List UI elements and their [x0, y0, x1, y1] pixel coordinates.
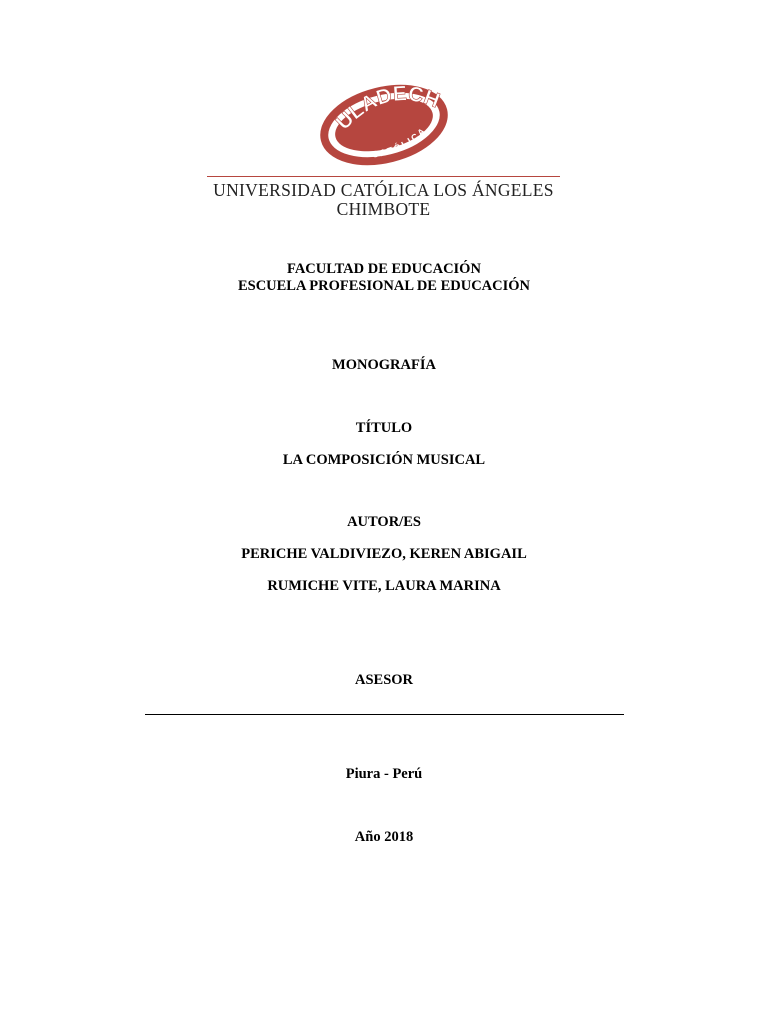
faculty-name: FACULTAD DE EDUCACIÓN	[287, 261, 481, 277]
university-top-rule	[207, 176, 560, 177]
document-type: MONOGRAFÍA	[332, 357, 436, 373]
uladech-logo	[318, 78, 450, 172]
place: Piura - Perú	[345, 766, 423, 782]
advisor-signature-line	[145, 714, 624, 715]
university-name: UNIVERSIDAD CATÓLICA LOS ÁNGELES	[213, 180, 554, 200]
title-value: LA COMPOSICIÓN MUSICAL	[282, 452, 486, 468]
author-name: RUMICHE VITE, LAURA MARINA	[267, 578, 501, 594]
logo-wordmark: ULADECH	[331, 82, 443, 135]
author-name: PERICHE VALDIVIEZO, KEREN ABIGAIL	[241, 546, 527, 562]
school-name: ESCUELA PROFESIONAL DE EDUCACIÓN	[237, 278, 531, 294]
authors-label: AUTOR/ES	[347, 514, 421, 530]
advisor-label: ASESOR	[354, 672, 414, 688]
logo-subtitle: CATÓLICA	[371, 124, 429, 160]
year: Año 2018	[354, 829, 414, 845]
title-label: TÍTULO	[355, 420, 413, 436]
university-city: CHIMBOTE	[336, 199, 431, 219]
